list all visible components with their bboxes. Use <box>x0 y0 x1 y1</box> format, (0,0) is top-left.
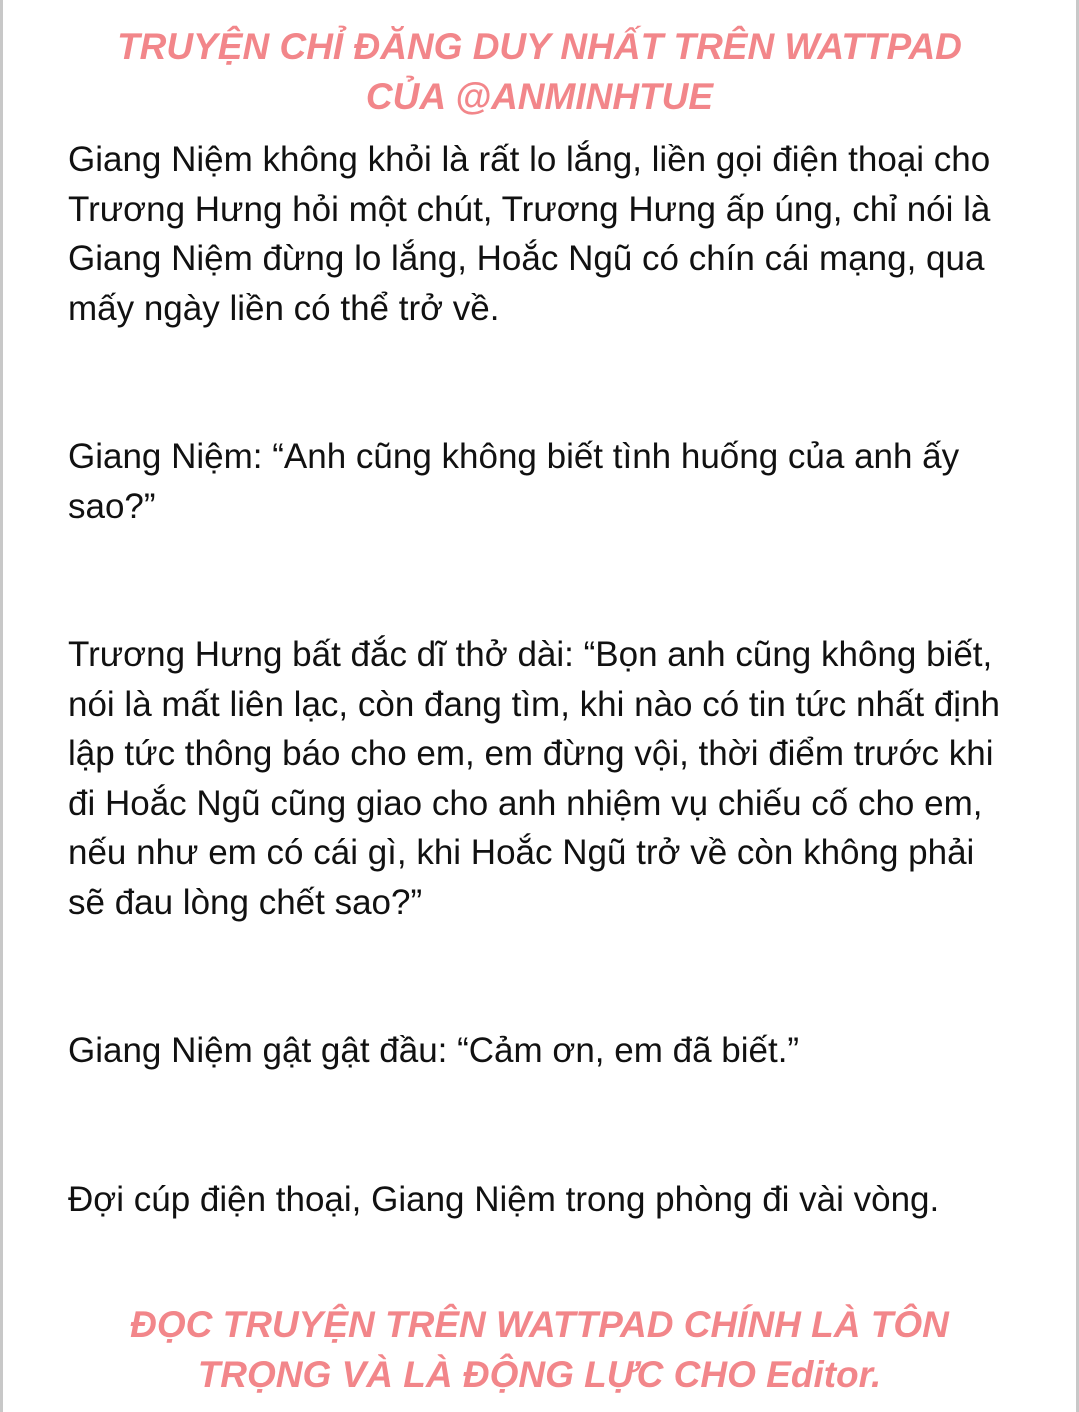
paragraph: Trương Hưng bất đắc dĩ thở dài: “Bọn anh cũng không biết, nói là mất liên lạc, còn đang tìm, khi nào có tin tức nhất định lập tức thông báo cho em, em đừng vội, thời điểm trước khi đi Hoắc Ngũ cũng giao cho anh nhiệm vụ chiếu cố cho em, nếu như em có cái gì, khi Hoắc Ngũ trở về còn không phải sẽ đau lòng chết sao?” <box>68 635 1001 922</box>
paragraph: Đợi cúp điện thoại, Giang Niệm trong phòng đi vài vòng. <box>68 1179 940 1219</box>
footer-line-1: ĐỌC TRUYỆN TRÊN WATTPAD CHÍNH LÀ TÔN <box>130 1304 949 1345</box>
header-line-1: TRUYỆN CHỈ ĐĂNG DUY NHẤT TRÊN WATTPAD <box>117 26 962 67</box>
paragraph: Giang Niệm không khỏi là rất lo lắng, liền gọi điện thoại cho Trương Hưng hỏi một chút, Trương Hưng ấp úng, chỉ nói là Giang Niệm đừng lo lắng, Hoắc Ngũ có chín cái mạng, qua mấy ngày liền có thể trở về. <box>68 140 991 328</box>
header-banner <box>0 22 1079 122</box>
header-line-2: CỦA @ANMINHTUE <box>365 76 714 117</box>
story-text <box>68 135 1008 1224</box>
footer-line-2: TRỌNG VÀ LÀ ĐỘNG LỰC CHO Editor. <box>197 1354 882 1395</box>
footer-banner <box>0 1300 1079 1400</box>
paragraph: Giang Niệm: “Anh cũng không biết tình huống của anh ấy sao?” <box>68 437 960 526</box>
paragraph: Giang Niệm gật gật đầu: “Cảm ơn, em đã biết.” <box>68 1031 800 1070</box>
